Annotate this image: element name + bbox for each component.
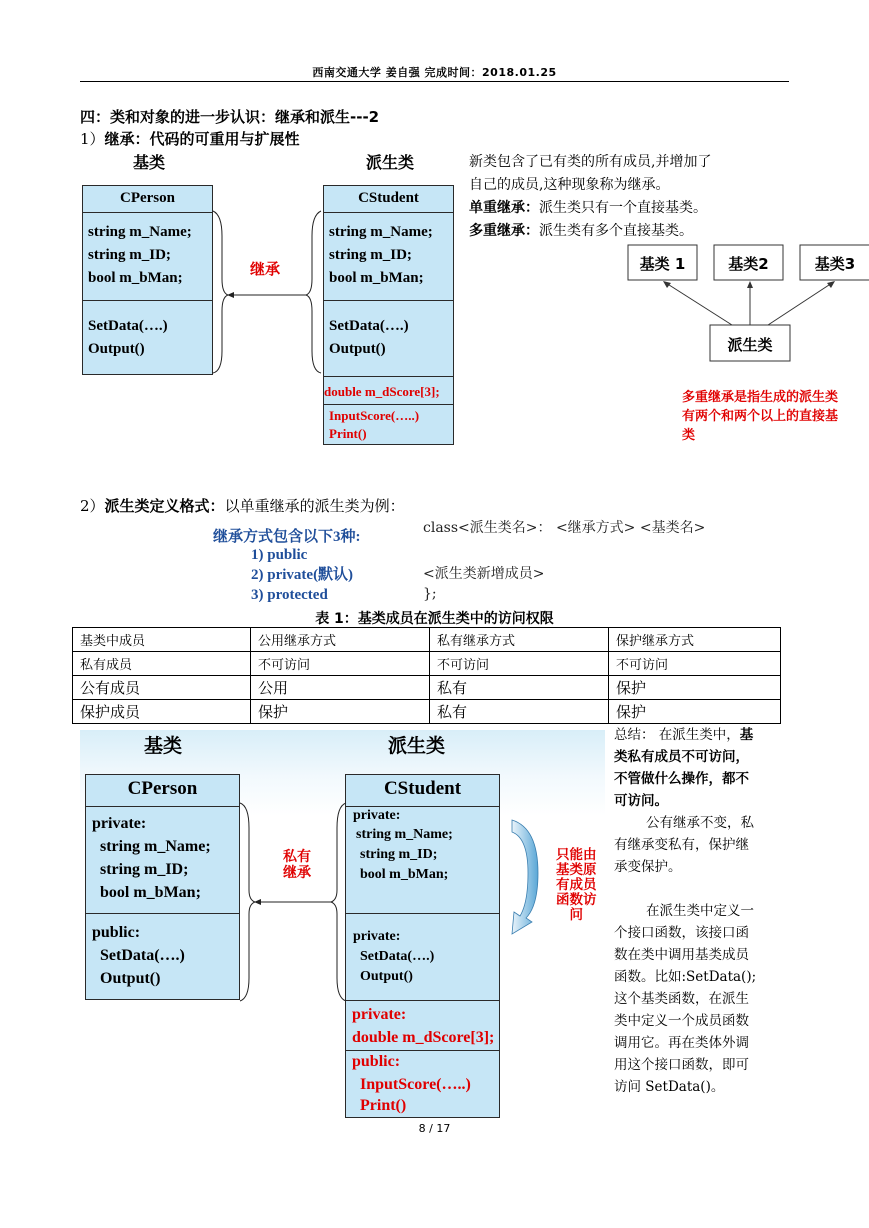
table-header: 基类中成员 [73,628,251,652]
inheritance-modes [213,525,361,546]
base-field: bool m_bMan; [88,270,183,286]
derived-field: string m_Name; [356,827,453,842]
subsection-2 [80,495,405,516]
single-inheritance [469,197,711,220]
subsection-1-prefix: 1） [80,130,105,148]
table-cell: 不可访问 [430,652,609,676]
class-syntax-line-2: <派生类新增成员> [423,566,545,582]
extra-method: Print() [360,1097,407,1114]
derived-class: 派生类 [727,336,773,354]
summary-line: 数在类中调用基类成员 [614,947,749,963]
base-field: string m_Name; [100,838,211,855]
summary-bold: 基 [739,727,754,743]
label-line: 继承 [283,866,311,881]
table-header: 保护继承方式 [609,628,781,652]
page-number: 8 / 17 [418,1122,451,1135]
derived-private-label: private: [353,808,401,823]
note-line: 有两个和两个以上的直接基 [682,409,839,424]
base-field: string m_ID; [88,247,171,263]
summary-bold: 可访问。 [614,793,668,809]
table-row [73,652,781,676]
note-line: 问 [569,907,583,922]
multi-inheritance-diagram [626,244,869,369]
base-class-1: 基类 1 [639,255,686,273]
summary-line: 调用它。再在类体外调 [614,1035,749,1051]
table-header: 私有继承方式 [430,628,609,652]
table-cell: 保护 [609,676,781,700]
table-cell: 不可访问 [609,652,781,676]
summary-line: 在派生类中定义一 [646,903,754,919]
mode-item: 3) protected [251,587,328,603]
derived-extra-field: double m_dScore[3]; [324,384,440,399]
curved-arrow-icon [508,818,546,938]
extra-public-label: public: [352,1053,401,1070]
derived-class-box [345,774,500,1118]
note-line: 多重继承是指生成的派生类 [682,390,839,405]
mode-item: 1) public [251,547,308,563]
base-class-name: CPerson [120,190,175,206]
subsection-1-title: 继承：代码的可重用与扩展性 [104,130,300,148]
inheritance-diagram [80,146,455,446]
summary-line: 有继承变私有，保护继 [614,837,749,853]
base-method: SetData(….) [100,947,185,964]
note-line: 基类原 [556,862,597,877]
base-field: bool m_bMan; [100,884,201,901]
base-method: Output() [100,970,161,987]
summary-line: 访问 SetData()。 [614,1079,725,1095]
summary-line: 公有继承不变，私 [646,815,754,831]
multiple-inheritance [469,220,711,243]
derived-class-label: 派生类 [388,735,446,757]
base-method: SetData(….) [88,318,168,334]
note-line: 类 [682,428,696,443]
base-class-3: 基类3 [814,255,856,273]
table-cell: 私有 [430,676,609,700]
summary-line: 类中定义一个成员函数 [614,1013,749,1029]
base-field: string m_ID; [100,861,189,878]
derived-method: SetData(….) [360,949,435,964]
subsection-2-prefix: 2） [80,497,105,515]
label-line: 私有 [283,850,311,865]
derived-class-name: CStudent [383,778,462,799]
base-method: Output() [88,341,145,357]
derived-class-name: CStudent [358,190,419,206]
base-class-label: 基类 [133,153,166,172]
note-line: 函数访 [556,892,597,907]
header-rule [80,81,789,82]
summary-bold: 类私有成员不可访问， [614,749,749,765]
table-cell: 保护成员 [73,700,251,724]
base-field: string m_Name; [88,224,192,240]
inheritance-arrow [210,201,326,381]
derived-class-label: 派生类 [366,153,415,172]
inheritance-label: 继承 [250,262,281,278]
summary-bold: 不管做什么操作，都不 [614,771,749,787]
table-cell: 私有成员 [73,652,251,676]
derived-class-box [323,185,454,445]
single-inheritance-label: 单重继承： [469,200,539,216]
base-class-2: 基类2 [728,255,769,273]
base-private-label: private: [92,815,147,832]
base-public-label: public: [92,924,141,941]
mode-list [251,545,353,605]
note-line: 有成员 [556,877,597,892]
table-header-row [73,628,781,652]
derived-field: string m_ID; [329,247,412,263]
summary-text [614,724,794,1098]
summary-line: 承变保护。 [614,859,682,875]
access-note [556,847,597,922]
table-cell: 不可访问 [251,652,430,676]
derived-field: string m_Name; [329,224,433,240]
summary-line: 用这个接口函数，即可 [614,1057,749,1073]
table-cell: 公有成员 [73,676,251,700]
table-cell: 私有 [430,700,609,724]
base-class-name: CPerson [127,778,198,799]
base-class-box [85,774,240,1000]
subsection-2-title: 派生类定义格式： [104,497,225,515]
derived-field: bool m_bMan; [329,270,424,286]
table-row [73,700,781,724]
multiple-inheritance-text: 派生类有多个直接基类。 [539,223,693,239]
table-row [73,676,781,700]
subsection-2-rest: 以单重继承的派生类为例： [224,497,405,515]
table-cell: 公用 [251,676,430,700]
derived-private-label-2: private: [353,929,401,944]
definition-line: 新类包含了已有类的所有成员,并增加了 [469,154,712,170]
note-line: 只能由 [556,847,597,862]
private-inheritance-diagram [80,730,605,1120]
derived-field: string m_ID; [360,847,438,862]
base-class-box [82,185,213,375]
summary-line [614,724,794,746]
extra-method: InputScore(…..) [360,1076,471,1093]
base-class-label: 基类 [144,735,183,757]
single-inheritance-text: 派生类只有一个直接基类。 [539,200,707,216]
access-table [72,627,781,724]
summary-line: 个接口函数，该接口函 [614,925,749,941]
derived-field: bool m_bMan; [360,867,449,882]
definition-line: 自己的成员,这种现象称为继承。 [469,177,670,193]
derived-extra-method: InputScore(…..) [329,408,420,423]
modes-title: 继承方式包含以下3种: [213,529,361,545]
summary-prefix: 总结： 在派生类中， [614,727,740,743]
derived-method: SetData(….) [329,318,409,334]
table-caption: 表 1：基类成员在派生类中的访问权限 [315,611,554,627]
class-syntax-line-1: class<派生类名>： <继承方式> <基类名> [423,520,706,536]
mode-item: 2) private(默认) [251,567,354,583]
section-title: 四：类和对象的进一步认识：继承和派生---2 [80,108,380,126]
extra-private-label: private: [352,1006,407,1023]
derived-method: Output() [329,341,386,357]
derived-extra-method: Print() [329,426,367,441]
multiple-inheritance-label: 多重继承： [469,223,539,239]
private-inheritance-arrow [237,798,349,1008]
page-header: 西南交通大学 姜自强 完成时间：2018.01.25 [312,66,557,79]
table-cell: 保护 [609,700,781,724]
private-inheritance-label [283,850,311,882]
class-syntax-line-3: }; [423,586,437,602]
extra-field: double m_dScore[3]; [352,1029,495,1046]
definition-text [469,151,711,243]
table-cell: 保护 [251,700,430,724]
multi-inheritance-note [682,388,838,445]
table-header: 公用继承方式 [251,628,430,652]
summary-line: 这个基类函数，在派生 [614,991,749,1007]
summary-line: 函数。比如:SetData(); [614,969,757,985]
derived-method: Output() [360,969,413,984]
